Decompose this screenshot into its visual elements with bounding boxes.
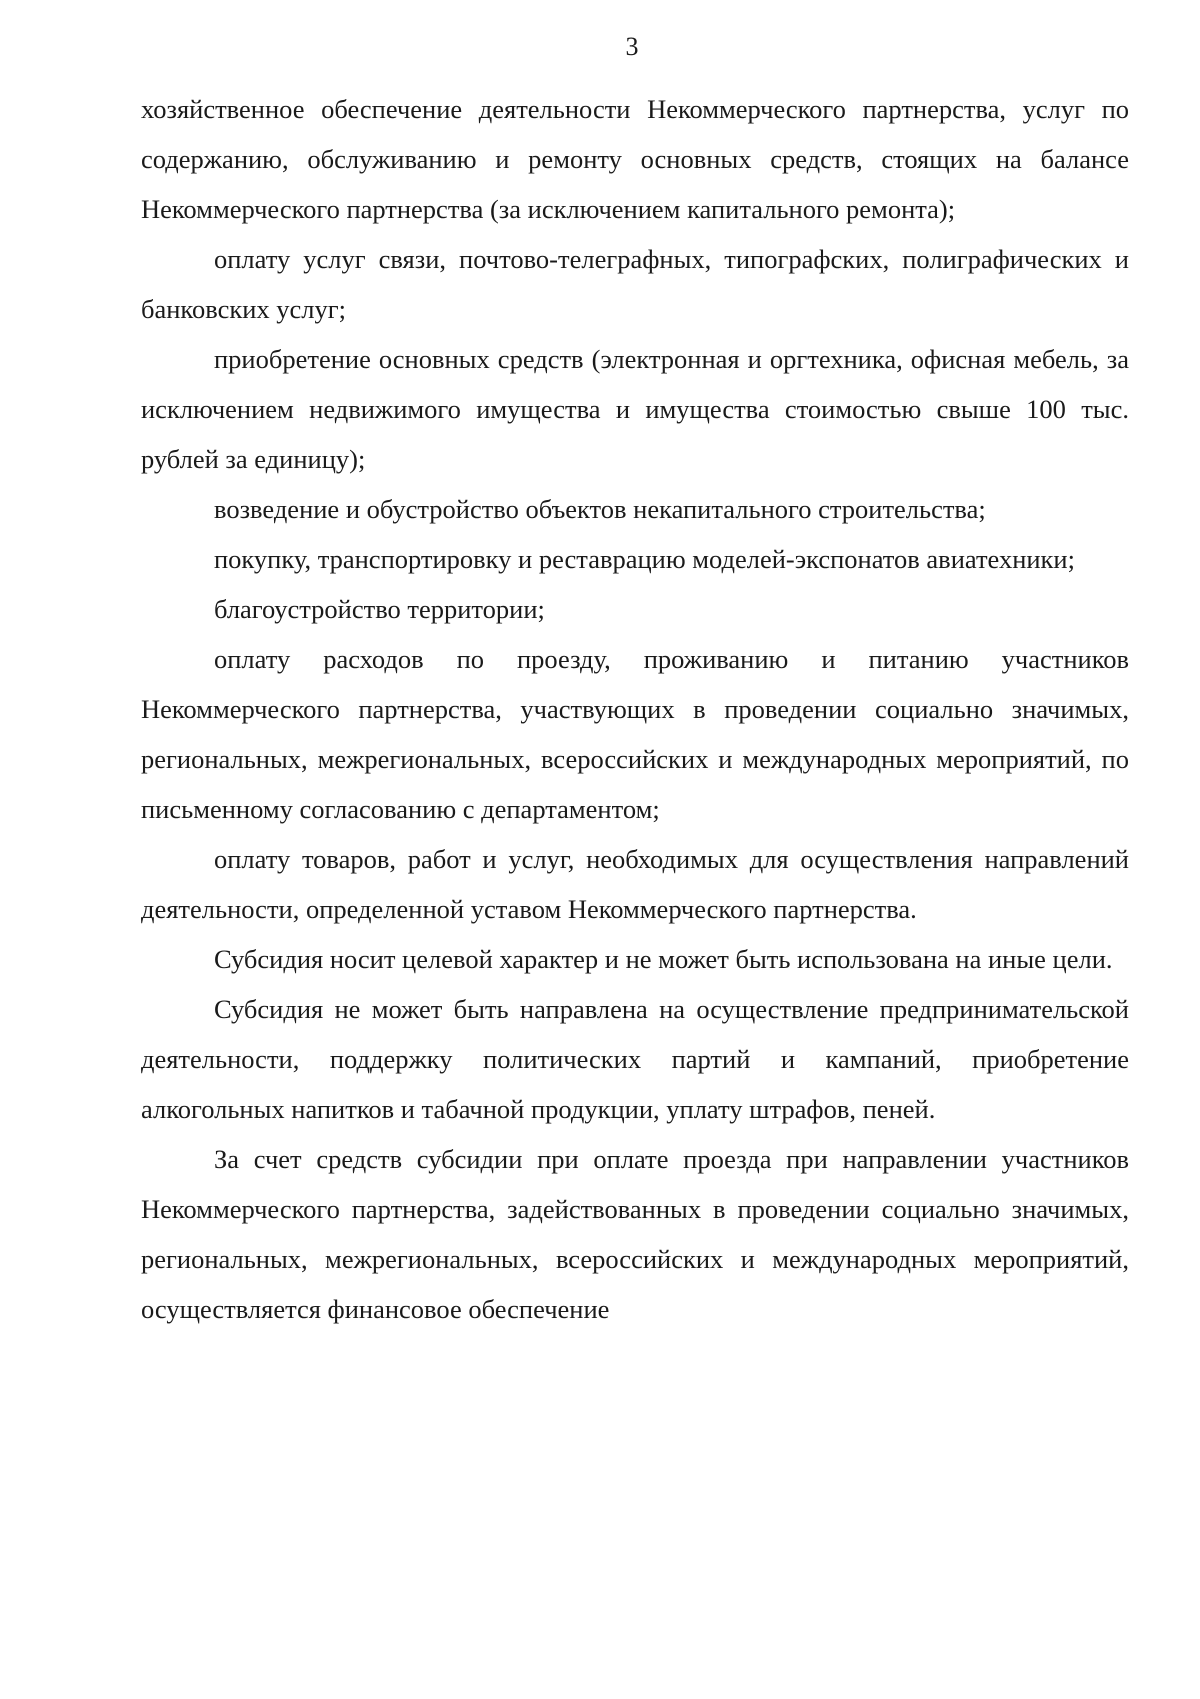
paragraph-travel-expenses: оплату расходов по проезду, проживанию и питанию участников Некоммерческого партнерства, участвующих в проведении социально значимых, региональных, межрегиональных, всероссийских и международных мероприятий, по письменному согласованию с департаментом; bbox=[141, 644, 1129, 824]
paragraph-travel-funding: За счет средств субсидии при оплате проезда при направлении участников Некоммерческого партнерства, задействованных в проведении социально значимых, региональных, межрегиональных, всероссийских и международных мероприятий, осуществляется финансовое обеспечение bbox=[141, 1144, 1129, 1324]
paragraph-subsidy-restrictions: Субсидия не может быть направлена на осуществление предпринимательской деятельности, поддержку политических партий и кампаний, приобретение алкогольных напитков и табачной продукции, уплату штрафов, пеней. bbox=[141, 994, 1129, 1124]
paragraph-aviation-models: покупку, транспортировку и реставрацию моделей-экспонатов авиатехники; bbox=[214, 544, 1075, 574]
paragraph-landscaping: благоустройство территории; bbox=[214, 594, 545, 624]
paragraph-goods-services: оплату товаров, работ и услуг, необходимых для осуществления направлений деятельности, определенной уставом Некоммерческого партнерства. bbox=[141, 844, 1129, 924]
paragraph-fixed-assets: приобретение основных средств (электронная и оргтехника, офисная мебель, за исключением недвижимого имущества и имущества стоимостью свыше 100 тыс. рублей за единицу); bbox=[141, 344, 1129, 474]
page-number: 3 bbox=[625, 32, 639, 61]
paragraph-construction: возведение и обустройство объектов некапитального строительства; bbox=[214, 494, 986, 524]
document-body bbox=[141, 84, 1129, 1334]
paragraph-targeted-subsidy: Субсидия носит целевой характер и не может быть использована на иные цели. bbox=[214, 944, 1113, 974]
paragraph-continuation: хозяйственное обеспечение деятельности Некоммерческого партнерства, услуг по содержанию, обслуживанию и ремонту основных средств, стоящих на балансе Некоммерческого партнерства (за исключением капитального ремонта); bbox=[141, 94, 1129, 224]
paragraph-communication-services: оплату услуг связи, почтово-телеграфных, типографских, полиграфических и банковских услуг; bbox=[141, 244, 1129, 324]
